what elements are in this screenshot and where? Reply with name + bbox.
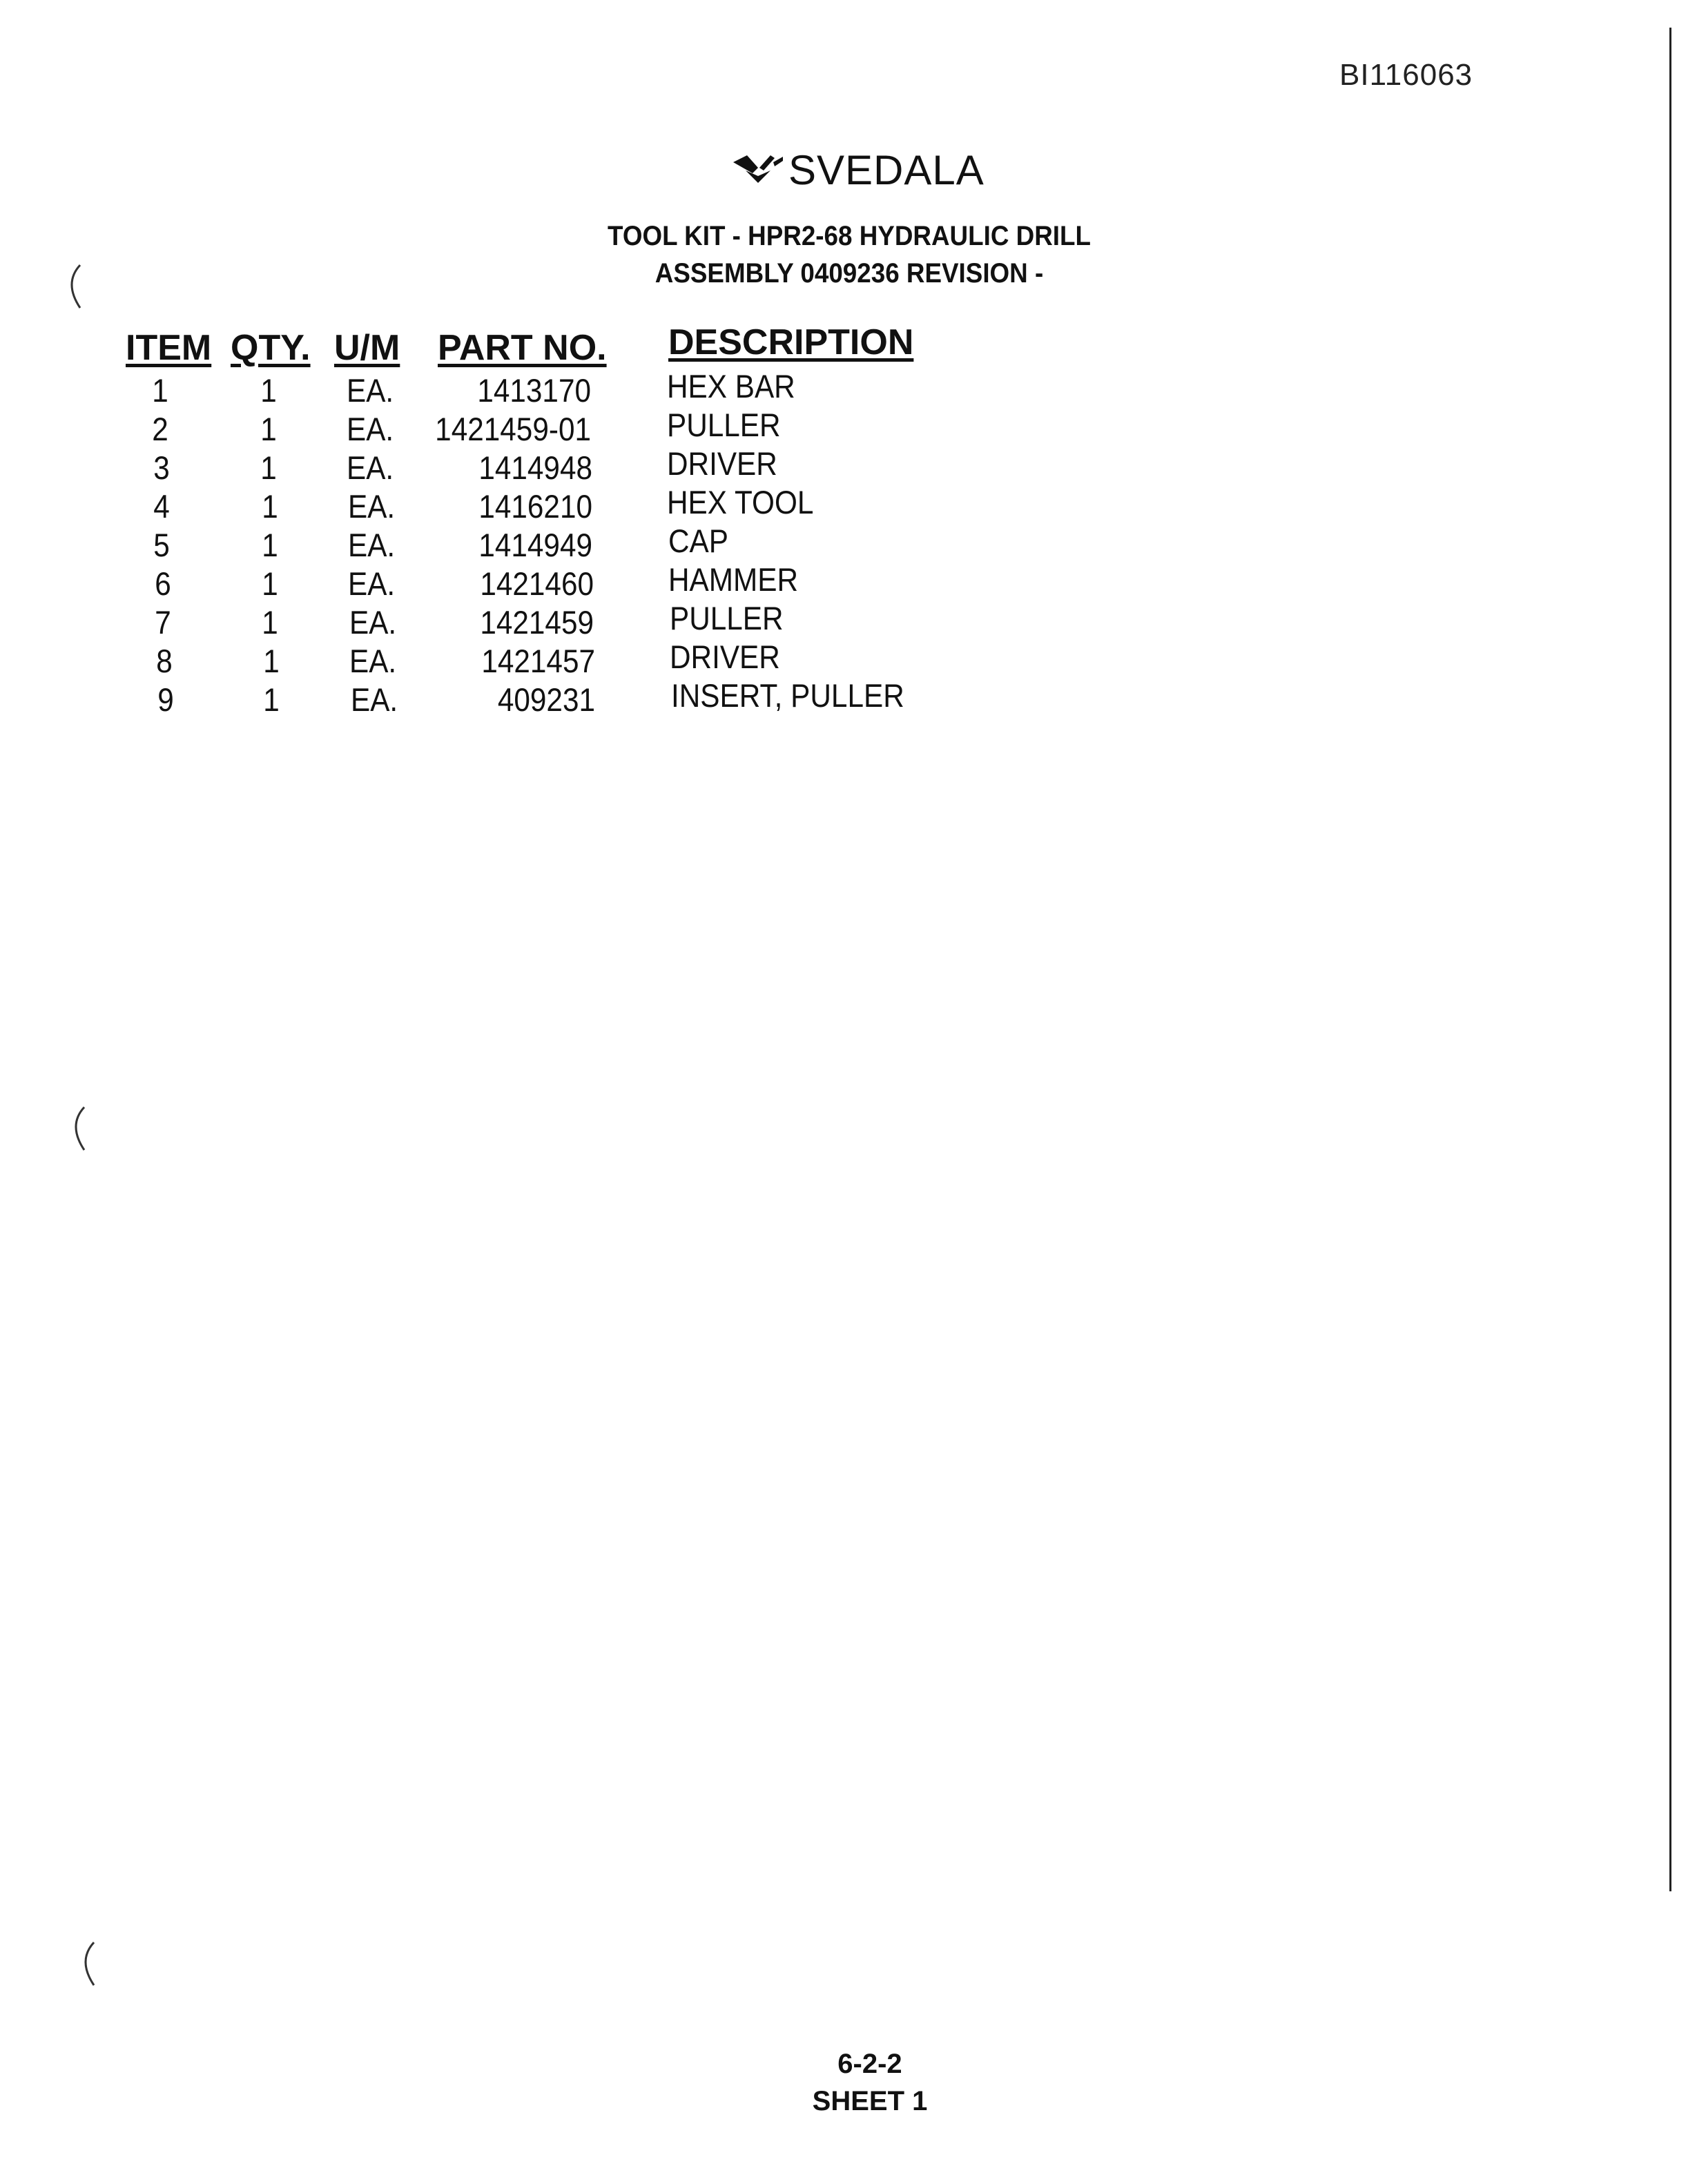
cell-um: EA. xyxy=(347,411,394,447)
cell-description: PULLER xyxy=(670,600,784,636)
cell-item: 7 xyxy=(155,604,171,641)
cell-part-no: 1421457 xyxy=(481,643,595,679)
cell-item: 5 xyxy=(153,527,170,563)
binder-hole-mark xyxy=(64,1104,91,1153)
cell-um: EA. xyxy=(348,488,396,525)
svedala-logo-icon xyxy=(732,153,784,188)
cell-part-no: 1421459-01 xyxy=(435,411,591,447)
document-title: TOOL KIT - HPR2-68 HYDRAULIC DRILL xyxy=(608,221,1091,251)
cell-description: CAP xyxy=(668,523,728,559)
cell-item: 3 xyxy=(153,449,170,486)
svedala-logo xyxy=(732,146,985,194)
page-edge-line xyxy=(1669,28,1671,1891)
header-um: U/M xyxy=(334,328,400,368)
cell-um: EA. xyxy=(347,372,394,409)
header-part-no: PART NO. xyxy=(438,328,607,368)
cell-qty: 1 xyxy=(260,449,277,486)
cell-part-no: 1414949 xyxy=(478,527,592,563)
binder-hole-mark xyxy=(73,1940,101,1988)
cell-um: EA. xyxy=(347,449,394,486)
cell-item: 9 xyxy=(157,681,174,718)
cell-part-no: 1416210 xyxy=(478,488,592,525)
cell-item: 8 xyxy=(156,643,173,679)
cell-qty: 1 xyxy=(262,527,278,563)
cell-item: 6 xyxy=(155,565,171,602)
cell-part-no: 1414948 xyxy=(478,449,592,486)
header-item: ITEM xyxy=(126,328,212,368)
cell-item: 1 xyxy=(152,372,168,409)
document-subtitle: ASSEMBLY 0409236 REVISION - xyxy=(654,258,1044,289)
document-id: BI116063 xyxy=(1339,58,1473,92)
cell-um: EA. xyxy=(349,643,397,679)
cell-description: HEX BAR xyxy=(667,368,795,404)
cell-description: DRIVER xyxy=(670,638,780,675)
binder-hole-mark xyxy=(59,262,87,311)
cell-item: 2 xyxy=(152,411,168,447)
cell-qty: 1 xyxy=(260,411,277,447)
cell-description: HEX TOOL xyxy=(667,484,814,520)
cell-um: EA. xyxy=(349,604,397,641)
cell-qty: 1 xyxy=(263,643,280,679)
cell-description: PULLER xyxy=(667,407,781,443)
header-description: DESCRIPTION xyxy=(668,322,914,362)
cell-description: HAMMER xyxy=(668,561,799,598)
cell-qty: 1 xyxy=(260,372,277,409)
page-number: 6-2-2 xyxy=(837,2049,902,2079)
sheet-label: SHEET 1 xyxy=(812,2086,928,2116)
cell-part-no: 1421459 xyxy=(480,604,594,641)
logo-text: SVEDALA xyxy=(788,147,985,193)
cell-um: EA. xyxy=(348,565,396,602)
cell-qty: 1 xyxy=(262,565,278,602)
cell-item: 4 xyxy=(153,488,170,525)
cell-description: INSERT, PULLER xyxy=(671,677,904,714)
cell-part-no: 409231 xyxy=(497,681,595,718)
cell-qty: 1 xyxy=(263,681,280,718)
cell-description: DRIVER xyxy=(667,445,777,482)
cell-part-no: 1421460 xyxy=(480,565,594,602)
cell-um: EA. xyxy=(351,681,398,718)
header-qty: QTY. xyxy=(231,328,311,368)
cell-part-no: 1413170 xyxy=(477,372,591,409)
cell-qty: 1 xyxy=(262,488,278,525)
cell-um: EA. xyxy=(348,527,396,563)
cell-qty: 1 xyxy=(262,604,278,641)
